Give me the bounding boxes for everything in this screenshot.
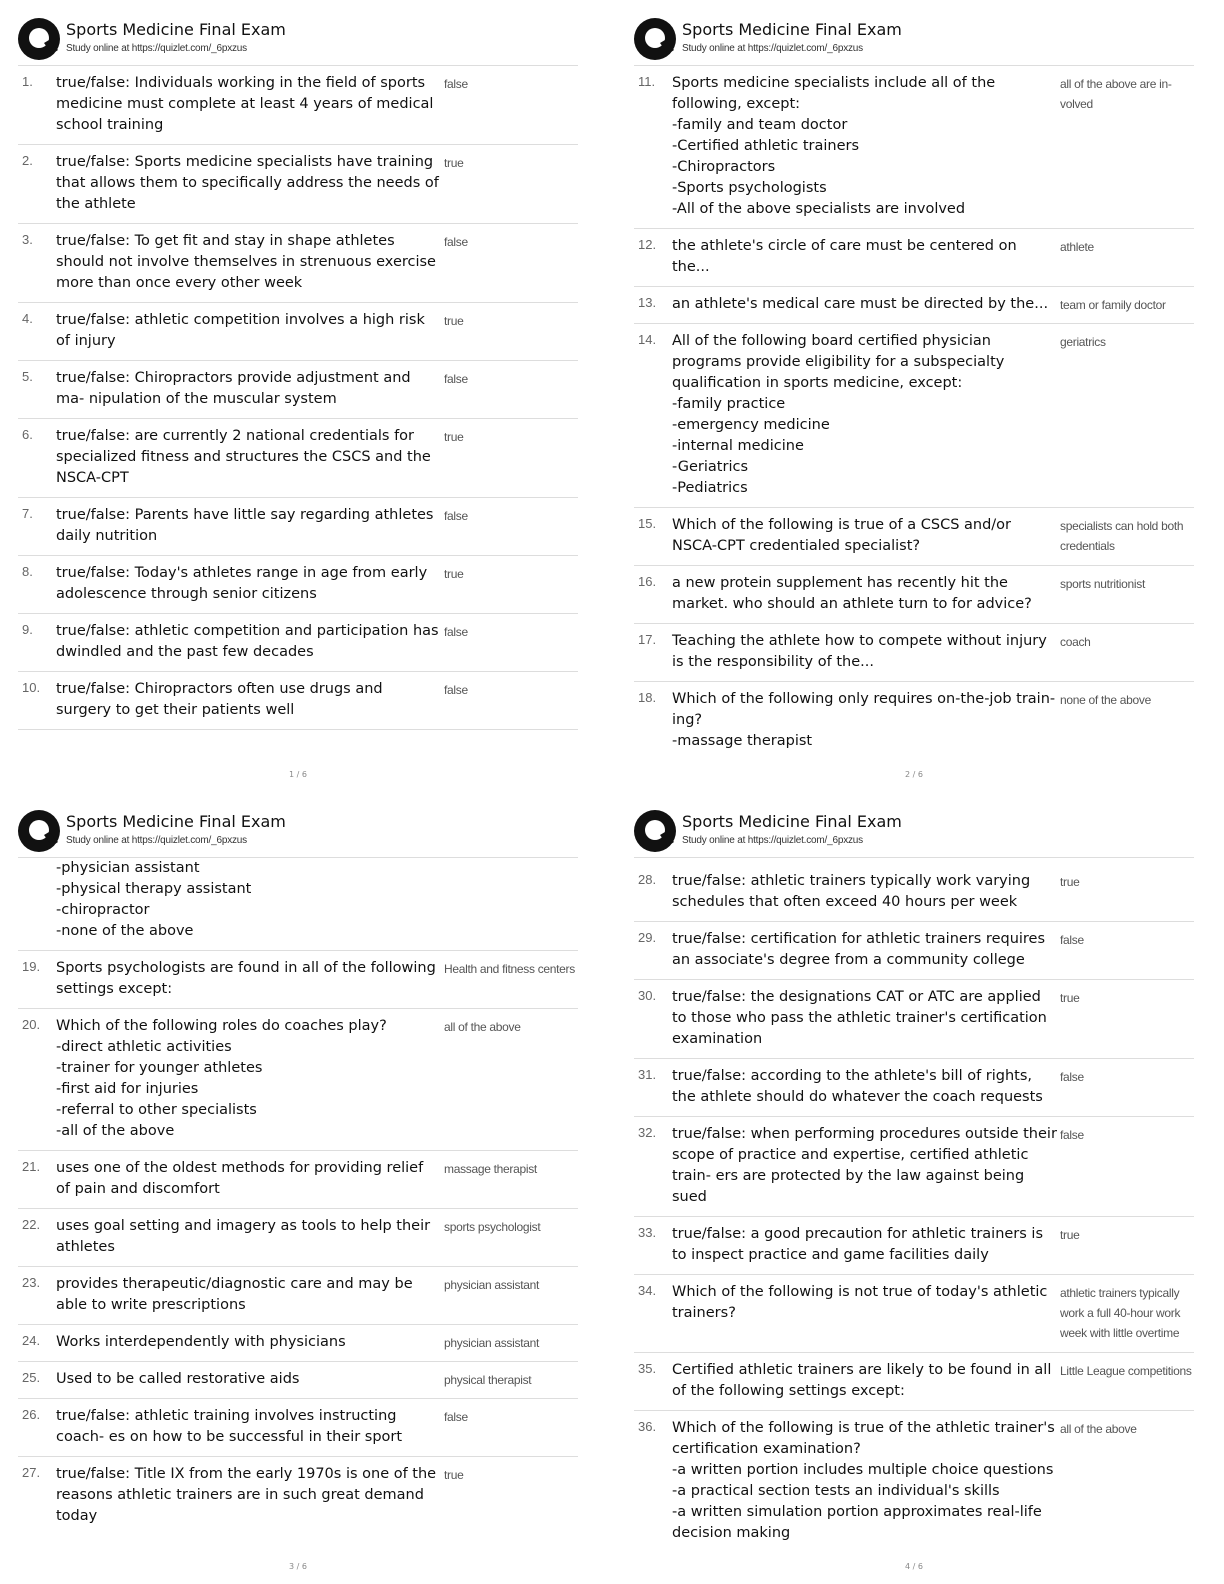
card-question: All of the following board certified physician programs provide eligibility for a subspecialty qualification in sports medicine, except: -family practice -emergency medicine -internal medicine -Geriatrics -Pediatrics bbox=[672, 333, 1005, 496]
header-title: Sports Medicine Final Exam bbox=[66, 812, 286, 831]
card-question: true/false: the designations CAT or ATC are applied to those who pass the athletic trainer's certification examination bbox=[672, 989, 1047, 1047]
page-header bbox=[18, 806, 578, 858]
card-number: 14. bbox=[638, 332, 657, 347]
card-answer: physician assistant bbox=[444, 1336, 540, 1350]
card-question: true/false: Today's athletes range in age from early adolescence through senior citizens bbox=[56, 565, 428, 602]
flashcard bbox=[634, 864, 1194, 922]
quizlet-logo-icon bbox=[18, 18, 60, 60]
card-question: true/false: Individuals working in the field of sports medicine must complete at least 4 years of medical school training bbox=[56, 75, 434, 133]
card-list bbox=[634, 858, 1194, 1552]
card-number: 10. bbox=[22, 680, 41, 695]
flashcard bbox=[18, 672, 578, 730]
page-3 bbox=[18, 806, 578, 1581]
card-answer: Health and fitness centers bbox=[444, 962, 575, 976]
header-subtitle: Study online at https://quizlet.com/_6pxzus bbox=[66, 835, 247, 846]
page-header bbox=[18, 14, 578, 66]
card-answer: physical therapist bbox=[444, 1373, 532, 1387]
card-number: 13. bbox=[638, 295, 657, 310]
header-title: Sports Medicine Final Exam bbox=[682, 812, 902, 831]
card-question: true/false: To get fit and stay in shape athletes should not involve themselves in strenuous exercise more than once every other week bbox=[56, 233, 436, 291]
quizlet-logo-icon bbox=[18, 810, 60, 852]
flashcard bbox=[18, 145, 578, 224]
card-number: 23. bbox=[22, 1275, 41, 1290]
card-answer: true bbox=[444, 314, 464, 328]
card-answer: Little League competitions bbox=[1060, 1364, 1192, 1378]
card-answer: false bbox=[444, 1410, 468, 1424]
card-number: 20. bbox=[22, 1017, 41, 1032]
card-number: 24. bbox=[22, 1333, 41, 1348]
card-question: Teaching the athlete how to compete without injury is the responsibility of the... bbox=[672, 633, 1047, 670]
card-question: Which of the following is not true of today's athletic trainers? bbox=[672, 1284, 1048, 1321]
flashcard bbox=[634, 922, 1194, 980]
flashcard bbox=[18, 1151, 578, 1209]
card-number: 17. bbox=[638, 632, 657, 647]
header-title: Sports Medicine Final Exam bbox=[66, 20, 286, 39]
card-number: 32. bbox=[638, 1125, 657, 1140]
card-number: 16. bbox=[638, 574, 657, 589]
flashcard bbox=[634, 624, 1194, 682]
card-number: 12. bbox=[638, 237, 657, 252]
flashcard bbox=[18, 66, 578, 145]
flashcard-continuation bbox=[18, 858, 578, 951]
card-list bbox=[634, 66, 1194, 760]
card-answer: true bbox=[1060, 875, 1080, 889]
page-header bbox=[634, 806, 1194, 858]
card-question: true/false: athletic training involves instructing coach- es on how to be successful in their sport bbox=[56, 1408, 403, 1445]
card-answer: sports psychologist bbox=[444, 1220, 541, 1234]
flashcard bbox=[18, 498, 578, 556]
card-question: Which of the following roles do coaches play? -direct athletic activities -trainer for younger athletes -first aid for injuries -referral to other specialists -all of the above bbox=[56, 1018, 387, 1139]
card-answer: true bbox=[444, 156, 464, 170]
card-number: 36. bbox=[638, 1419, 657, 1434]
card-number: 33. bbox=[638, 1225, 657, 1240]
flashcard bbox=[18, 224, 578, 303]
card-number: 15. bbox=[638, 516, 657, 531]
card-question: true/false: athletic competition involves a high risk of injury bbox=[56, 312, 425, 349]
card-answer: false bbox=[1060, 1128, 1084, 1142]
card-answer: geriatrics bbox=[1060, 335, 1106, 349]
flashcard bbox=[634, 980, 1194, 1059]
card-answer: none of the above bbox=[1060, 693, 1151, 707]
card-question: uses one of the oldest methods for providing relief of pain and discomfort bbox=[56, 1160, 424, 1197]
card-answer: false bbox=[1060, 1070, 1084, 1084]
card-answer: false bbox=[444, 625, 468, 639]
card-question: a new protein supplement has recently hit the market. who should an athlete turn to for advice? bbox=[672, 575, 1032, 612]
flashcard bbox=[634, 1411, 1194, 1552]
flashcard bbox=[18, 1209, 578, 1267]
card-number: 7. bbox=[22, 506, 33, 521]
card-number: 31. bbox=[638, 1067, 657, 1082]
card-question: -physician assistant -physical therapy assistant -chiropractor -none of the above bbox=[56, 860, 252, 939]
page-1 bbox=[18, 14, 578, 789]
card-answer: specialists can hold both credentials bbox=[1060, 519, 1184, 553]
flashcard bbox=[18, 556, 578, 614]
card-number: 3. bbox=[22, 232, 33, 247]
card-number: 1. bbox=[22, 74, 33, 89]
card-question: Certified athletic trainers are likely to be found in all of the following settings except: bbox=[672, 1362, 1052, 1399]
card-answer: all of the above are in- volved bbox=[1060, 77, 1172, 111]
flashcard bbox=[18, 1009, 578, 1151]
card-answer: false bbox=[444, 235, 468, 249]
card-question: uses goal setting and imagery as tools to help their athletes bbox=[56, 1218, 431, 1255]
card-number: 19. bbox=[22, 959, 41, 974]
flashcard bbox=[18, 419, 578, 498]
flashcard bbox=[634, 287, 1194, 324]
card-number: 8. bbox=[22, 564, 33, 579]
card-number: 28. bbox=[638, 872, 657, 887]
card-number: 18. bbox=[638, 690, 657, 705]
card-question: an athlete's medical care must be directed by the... bbox=[672, 296, 1049, 312]
card-number: 2. bbox=[22, 153, 33, 168]
page-4 bbox=[634, 806, 1194, 1581]
card-answer: false bbox=[444, 77, 468, 91]
flashcard bbox=[18, 1325, 578, 1362]
header-title: Sports Medicine Final Exam bbox=[682, 20, 902, 39]
card-question: Sports psychologists are found in all of the following settings except: bbox=[56, 960, 436, 997]
page-number: 3 / 6 bbox=[289, 1562, 307, 1571]
card-answer: massage therapist bbox=[444, 1162, 537, 1176]
card-question: true/false: when performing procedures outside their scope of practice and expertise, certified athletic train- ers are protected by the law against being sued bbox=[672, 1126, 1057, 1205]
card-question: true/false: Sports medicine specialists have training that allows them to specifically address the needs of the athlete bbox=[56, 154, 439, 212]
card-number: 29. bbox=[638, 930, 657, 945]
card-number: 6. bbox=[22, 427, 33, 442]
card-answer: true bbox=[1060, 991, 1080, 1005]
flashcard bbox=[634, 229, 1194, 287]
card-number: 21. bbox=[22, 1159, 41, 1174]
card-list bbox=[18, 66, 578, 730]
flashcard bbox=[18, 614, 578, 672]
flashcard bbox=[634, 1217, 1194, 1275]
card-list bbox=[18, 858, 578, 1535]
flashcard bbox=[634, 1117, 1194, 1217]
card-number: 34. bbox=[638, 1283, 657, 1298]
card-number: 30. bbox=[638, 988, 657, 1003]
card-number: 9. bbox=[22, 622, 33, 637]
flashcard bbox=[634, 1059, 1194, 1117]
page-2 bbox=[634, 14, 1194, 789]
card-answer: true bbox=[444, 430, 464, 444]
card-number: 27. bbox=[22, 1465, 41, 1480]
card-question: provides therapeutic/diagnostic care and may be able to write prescriptions bbox=[56, 1276, 413, 1313]
flashcard bbox=[18, 1457, 578, 1535]
flashcard bbox=[18, 1362, 578, 1399]
card-answer: true bbox=[444, 567, 464, 581]
flashcard bbox=[634, 508, 1194, 566]
card-answer: athlete bbox=[1060, 240, 1094, 254]
quizlet-logo-icon bbox=[634, 18, 676, 60]
card-question: true/false: Chiropractors often use drugs and surgery to get their patients well bbox=[56, 681, 383, 718]
card-number: 35. bbox=[638, 1361, 657, 1376]
flashcard bbox=[634, 682, 1194, 760]
card-question: true/false: certification for athletic trainers requires an associate's degree from a community college bbox=[672, 931, 1046, 968]
card-question: the athlete's circle of care must be centered on the... bbox=[672, 238, 1017, 275]
flashcard bbox=[634, 1353, 1194, 1411]
flashcard bbox=[18, 361, 578, 419]
card-answer: physician assistant bbox=[444, 1278, 540, 1292]
flashcard bbox=[634, 324, 1194, 508]
flashcard bbox=[18, 1267, 578, 1325]
card-answer: all of the above bbox=[1060, 1422, 1137, 1436]
quizlet-logo-icon bbox=[634, 810, 676, 852]
card-question: Used to be called restorative aids bbox=[56, 1371, 300, 1387]
card-number: 22. bbox=[22, 1217, 41, 1232]
card-number: 11. bbox=[638, 74, 656, 89]
card-answer: all of the above bbox=[444, 1020, 521, 1034]
flashcard bbox=[18, 951, 578, 1009]
card-number: 26. bbox=[22, 1407, 41, 1422]
card-answer: team or family doctor bbox=[1060, 298, 1166, 312]
card-question: Which of the following only requires on-the-job train- ing? -massage therapist bbox=[672, 691, 1056, 749]
card-number: 5. bbox=[22, 369, 33, 384]
flashcard bbox=[18, 1399, 578, 1457]
card-answer: false bbox=[444, 509, 468, 523]
card-answer: coach bbox=[1060, 635, 1091, 649]
flashcard bbox=[634, 566, 1194, 624]
flashcard bbox=[634, 66, 1194, 229]
page-number: 2 / 6 bbox=[905, 770, 923, 779]
card-question: Which of the following is true of a CSCS and/or NSCA-CPT credentialed specialist? bbox=[672, 517, 1012, 554]
flashcard bbox=[634, 1275, 1194, 1353]
card-question: true/false: Title IX from the early 1970s is one of the reasons athletic trainers are in such great demand today bbox=[56, 1466, 437, 1524]
card-number: 4. bbox=[22, 311, 33, 326]
header-subtitle: Study online at https://quizlet.com/_6pxzus bbox=[682, 835, 863, 846]
card-answer: false bbox=[1060, 933, 1084, 947]
card-question: true/false: athletic trainers typically work varying schedules that often exceed 40 hours per week bbox=[672, 873, 1031, 910]
card-answer: true bbox=[1060, 1228, 1080, 1242]
card-answer: false bbox=[444, 372, 468, 386]
card-question: true/false: according to the athlete's bill of rights, the athlete should do whatever the coach requests bbox=[672, 1068, 1043, 1105]
header-subtitle: Study online at https://quizlet.com/_6pxzus bbox=[682, 43, 863, 54]
page-header bbox=[634, 14, 1194, 66]
card-question: true/false: a good precaution for athletic trainers is to inspect practice and game facilities daily bbox=[672, 1226, 1044, 1263]
card-question: Works interdependently with physicians bbox=[56, 1334, 346, 1350]
card-question: true/false: Chiropractors provide adjustment and ma- nipulation of the muscular system bbox=[56, 370, 411, 407]
card-answer: true bbox=[444, 1468, 464, 1482]
card-question: Sports medicine specialists include all of the following, except: -family and team doctor -Certified athletic trainers -Chiropractors -Sports psychologists -All of the above specialists are involved bbox=[672, 75, 996, 217]
card-question: true/false: Parents have little say regarding athletes daily nutrition bbox=[56, 507, 434, 544]
card-question: true/false: athletic competition and participation has dwindled and the past few decades bbox=[56, 623, 439, 660]
header-subtitle: Study online at https://quizlet.com/_6pxzus bbox=[66, 43, 247, 54]
flashcard bbox=[18, 303, 578, 361]
page-number: 1 / 6 bbox=[289, 770, 307, 779]
card-answer: sports nutritionist bbox=[1060, 577, 1146, 591]
page-number: 4 / 6 bbox=[905, 1562, 923, 1571]
card-answer: false bbox=[444, 683, 468, 697]
card-question: Which of the following is true of the athletic trainer's certification examination? -a written portion includes multiple choice questions -a practical section tests an individual's skills -a written simulation portion approximates real-life decision making bbox=[672, 1420, 1055, 1541]
card-question: true/false: are currently 2 national credentials for specialized fitness and structures the CSCS and the NSCA-CPT bbox=[56, 428, 431, 486]
card-answer: athletic trainers typically work a full 40-hour work week with little overtime bbox=[1060, 1286, 1181, 1340]
card-number: 25. bbox=[22, 1370, 41, 1385]
